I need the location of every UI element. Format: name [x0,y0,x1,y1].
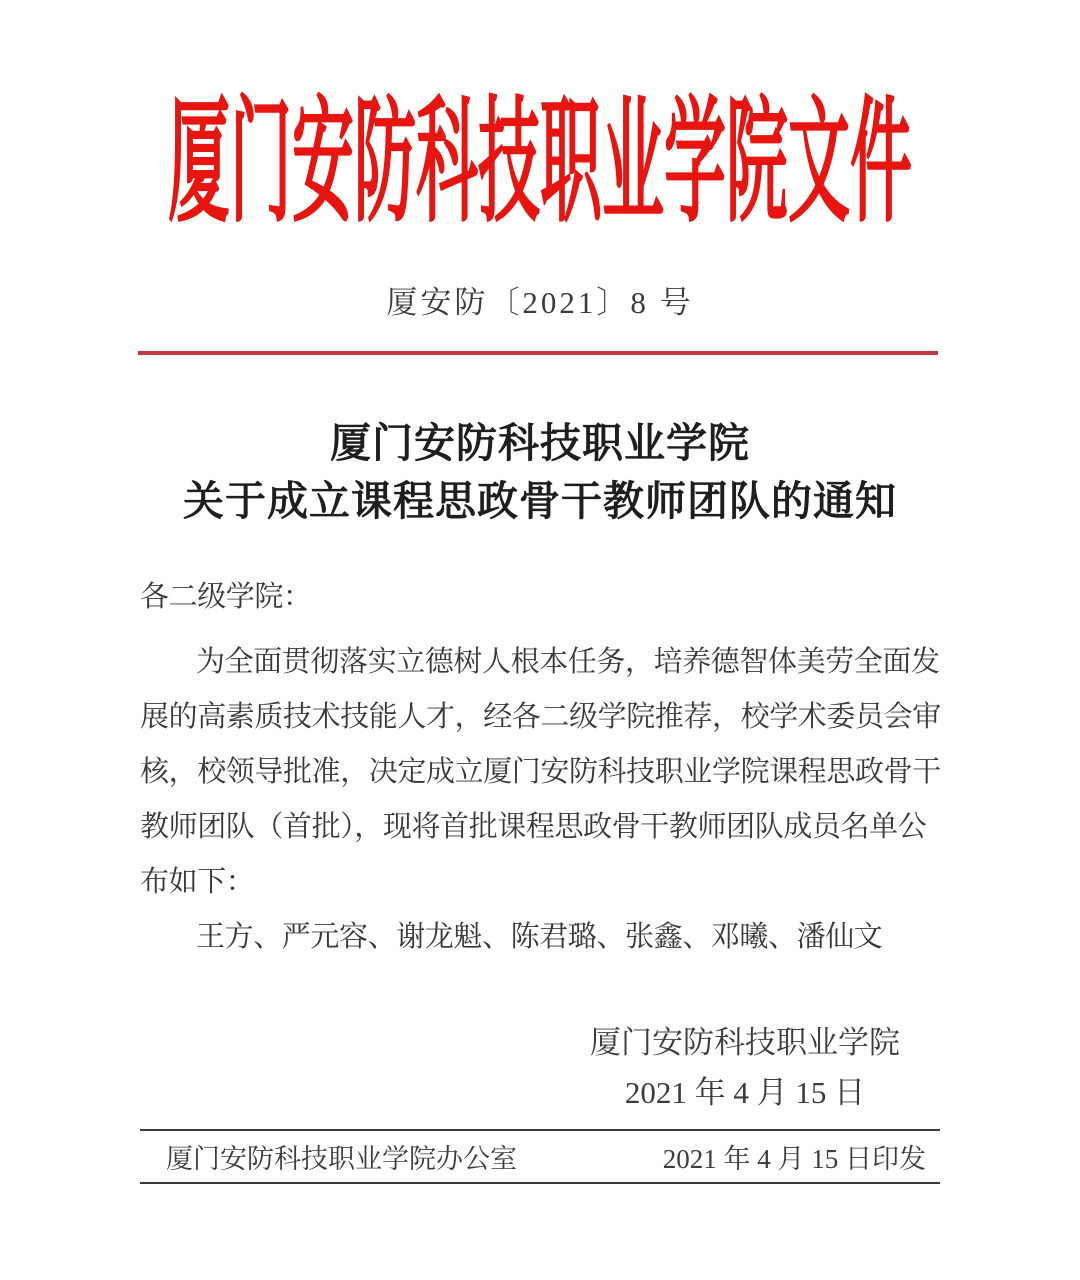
document-title-line-2: 关于成立课程思政骨干教师团队的通知 [183,478,897,524]
letterhead-banner-title: 厦门安防科技职业学院文件 [167,90,912,240]
body-paragraph-line-2: 展的高素质技术技能人才，经各二级学院推荐，校学术委员会审 [140,701,941,733]
document-reference-number: 厦安防〔2021〕8 号 [386,285,694,320]
document-title [0,414,1080,530]
team-members-names-line: 王方、严元容、谢龙魁、陈君璐、张鑫、邓曦、潘仙文 [196,921,883,953]
body-paragraph-line-5: 布如下： [140,866,255,898]
signature-block [590,1018,900,1118]
signature-organization: 厦门安防科技职业学院 [590,1025,900,1060]
signature-date: 2021 年 4 月 15 日 [624,1075,866,1110]
red-separator-line [138,351,938,355]
salutation: 各二级学院： [140,581,312,613]
body-paragraph-line-3: 核，校领导批准，决定成立厦门安防科技职业学院课程思政骨干 [140,756,941,788]
body-paragraph-line-4: 教师团队（首批），现将首批课程思政骨干教师团队成员名单公 [140,811,927,843]
footer-print-date: 2021 年 4 月 15 日印发 [662,1144,926,1174]
letterhead-banner [0,90,1080,240]
footer-band [140,1129,940,1184]
footer-issuing-office: 厦门安防科技职业学院办公室 [166,1144,517,1174]
body-paragraph [140,635,942,965]
body-paragraph-line-1: 为全面贯彻落实立德树人根本任务，培养德智体美劳全面发 [196,646,940,678]
document-title-line-1: 厦门安防科技职业学院 [330,420,750,466]
document-body [140,570,942,965]
